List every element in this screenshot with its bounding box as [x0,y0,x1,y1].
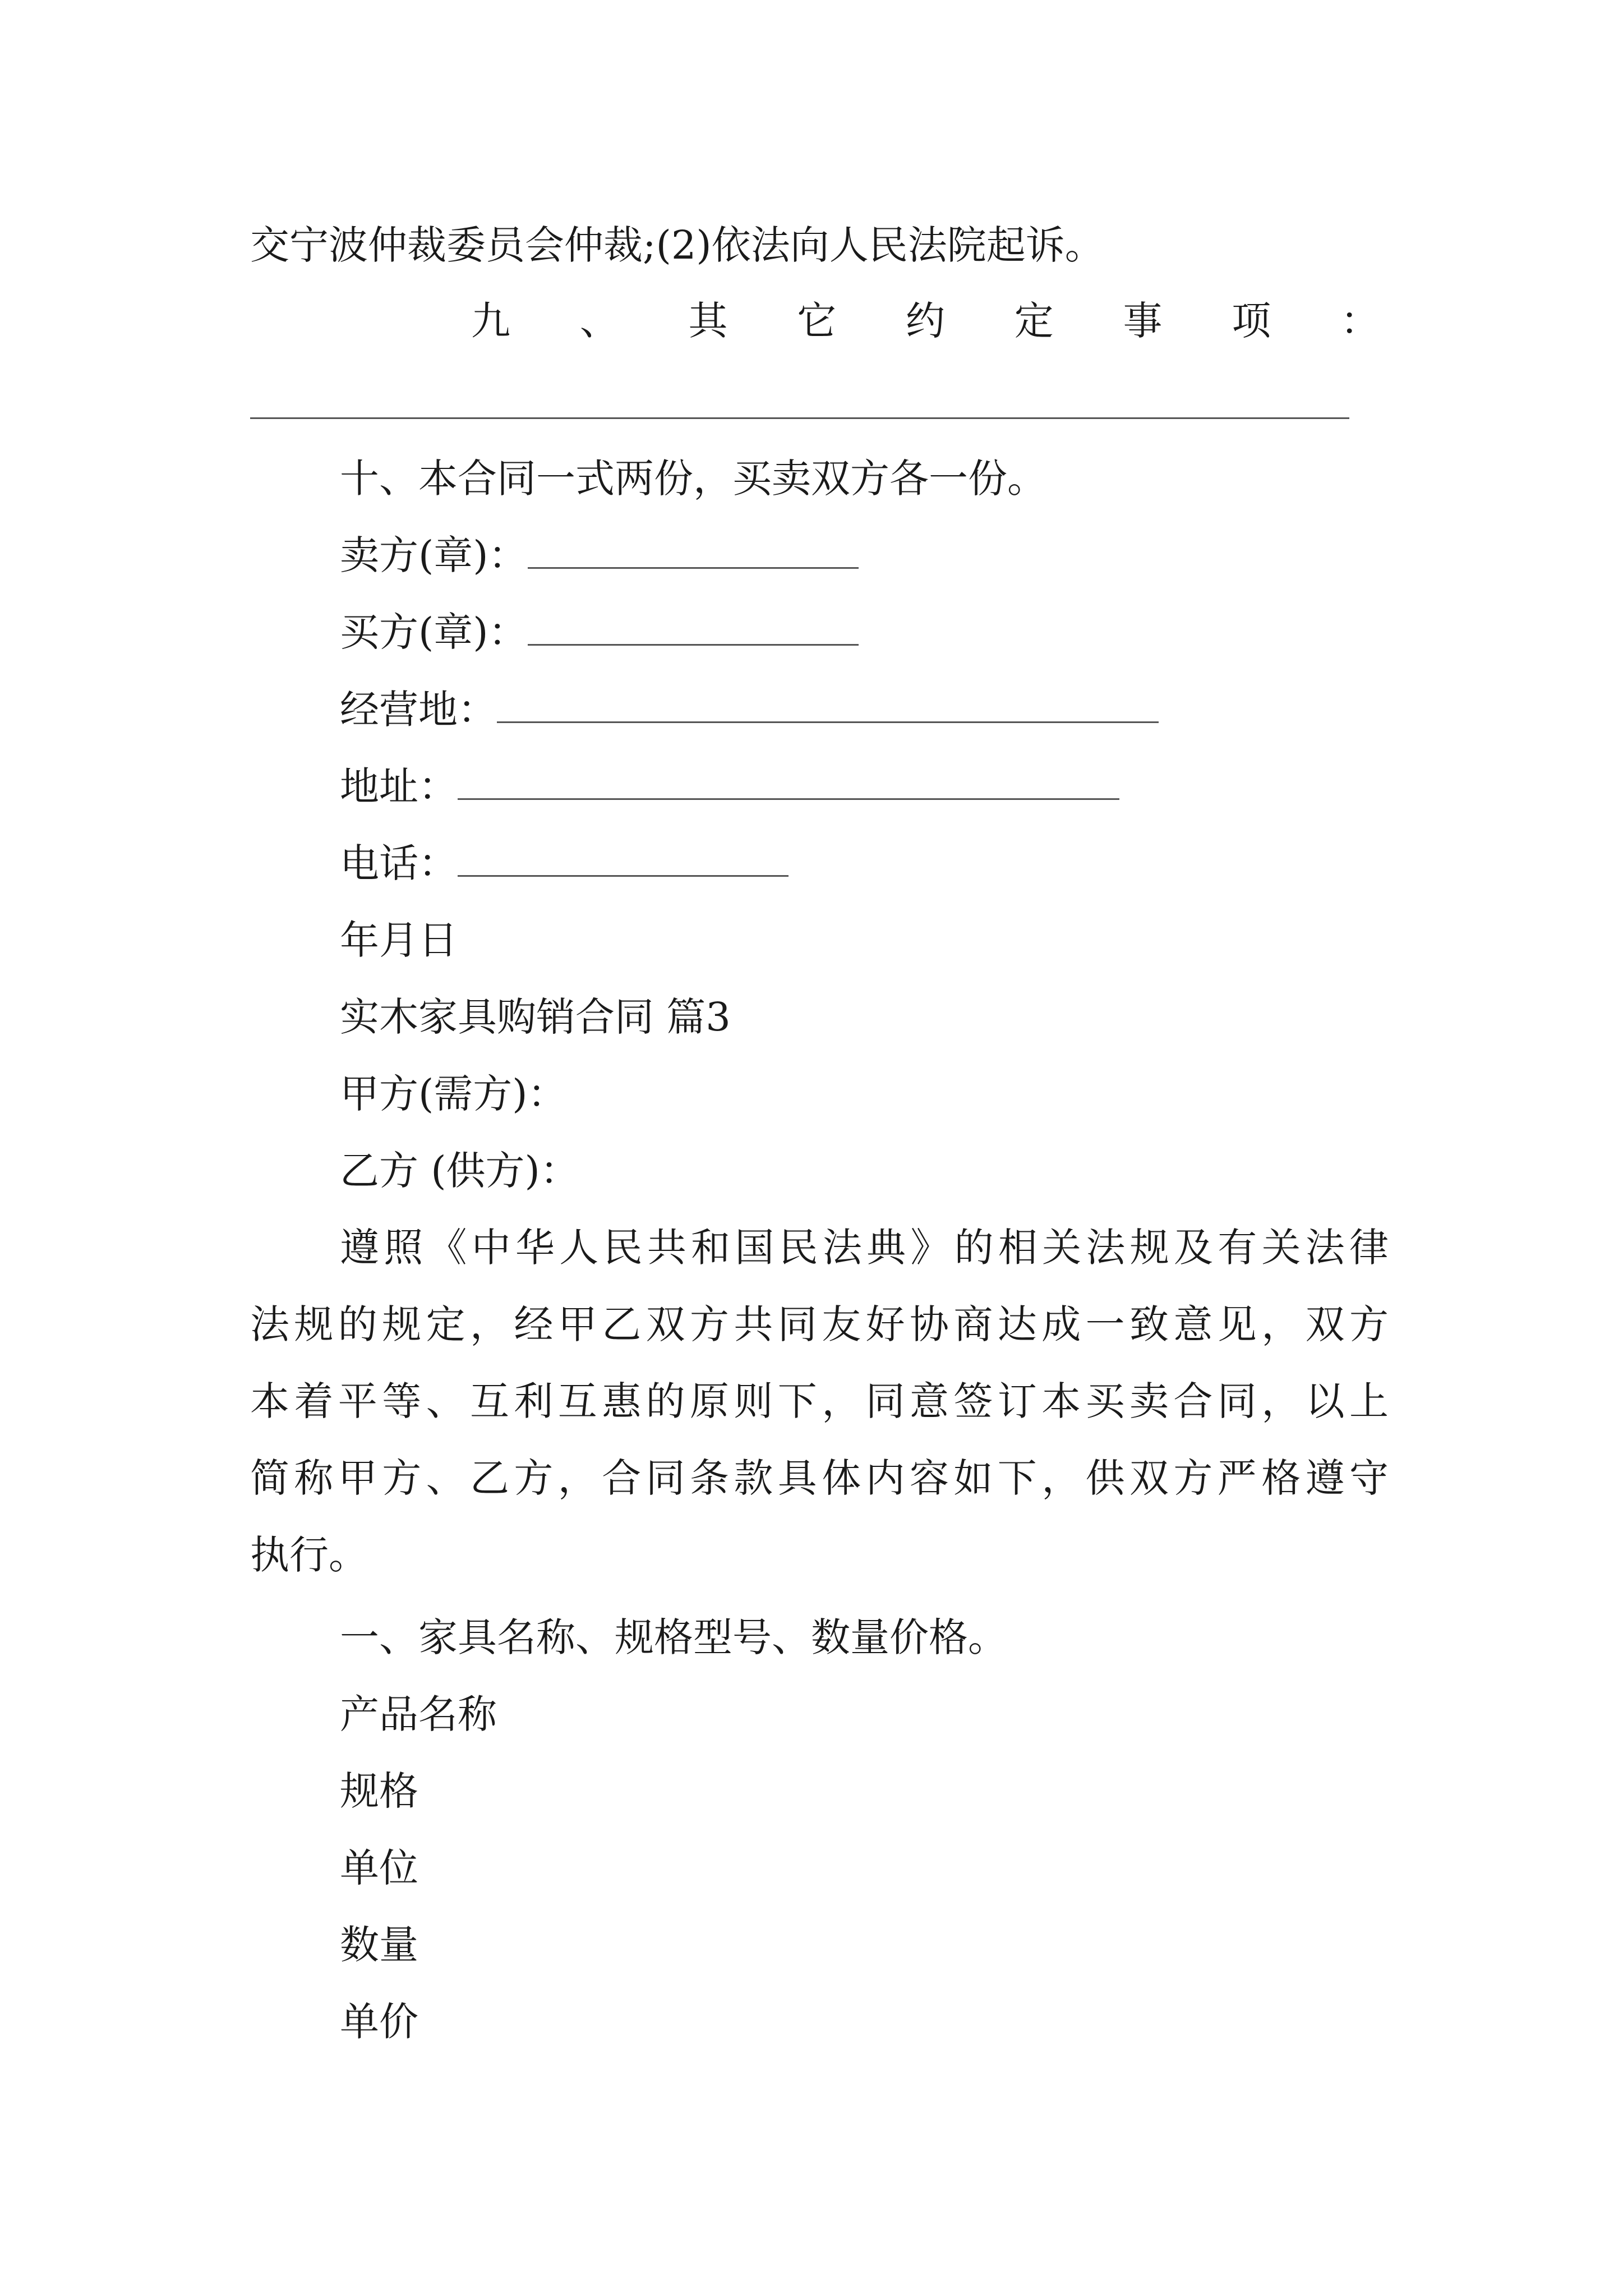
phone-row [340,838,789,889]
buyer-label: 买方(章)： [340,609,528,655]
clause-9-char: 、 [579,298,619,344]
business-place-blank [497,689,1159,723]
arbitration-clause-tail: 交宁波仲裁委员会仲裁;(2)依法向人民法院起诉。 [250,222,1104,268]
column-unit-price: 单价 [340,1999,418,2045]
clause-10: 十、本合同一式两份，买卖双方各一份。 [340,455,1046,501]
party-b-line: 乙方 (供方)： [340,1148,579,1194]
clause-9-char: 九 [471,298,510,344]
business-place-label: 经营地： [340,687,497,733]
business-place-row [340,684,1159,735]
clause-9-char: 约 [906,298,945,344]
contract-3-title: 实木家具购销合同 篇3 [340,994,731,1040]
clause-9-char: 其 [688,298,728,344]
address-row [340,761,1119,812]
phone-blank [458,843,789,877]
clause-9-blank-line [250,417,1349,419]
buyer-blank [528,611,859,646]
preamble-line-1: 遵照《中华人民共和国民法典》的相关法规及有关法律 [340,1225,1389,1271]
column-spec: 规格 [340,1768,418,1814]
clause-9-char: 它 [797,298,837,344]
clause-9-char: 项 [1232,298,1271,344]
party-a-line: 甲方(需方)： [340,1071,567,1117]
column-product-name: 产品名称 [340,1691,497,1737]
section-1-heading: 一、家具名称、规格型号、数量价格。 [340,1614,1007,1660]
preamble-line-4: 简称甲方、乙方，合同条款具体内容如下，供双方严格遵守 [250,1455,1389,1501]
address-blank [458,766,1119,800]
seller-label: 卖方(章)： [340,532,528,578]
address-label: 地址： [340,763,458,809]
preamble-line-3: 本着平等、互利互惠的原则下，同意签订本买卖合同，以上 [250,1378,1389,1424]
seller-signature-row [340,530,859,581]
clause-9-char: ： [1340,298,1380,344]
clause-9-heading [471,296,1380,346]
preamble-line-2: 法规的规定，经甲乙双方共同友好协商达成一致意见，双方 [250,1301,1389,1347]
buyer-signature-row [340,607,859,657]
seller-blank [528,535,859,569]
clause-9-char: 定 [1014,298,1054,344]
preamble-line-5: 执行。 [250,1532,368,1578]
date-line: 年月日 [340,917,458,963]
phone-label: 电话： [340,840,458,886]
clause-9-char: 事 [1123,298,1163,344]
column-quantity: 数量 [340,1922,418,1968]
column-unit: 单位 [340,1845,418,1891]
